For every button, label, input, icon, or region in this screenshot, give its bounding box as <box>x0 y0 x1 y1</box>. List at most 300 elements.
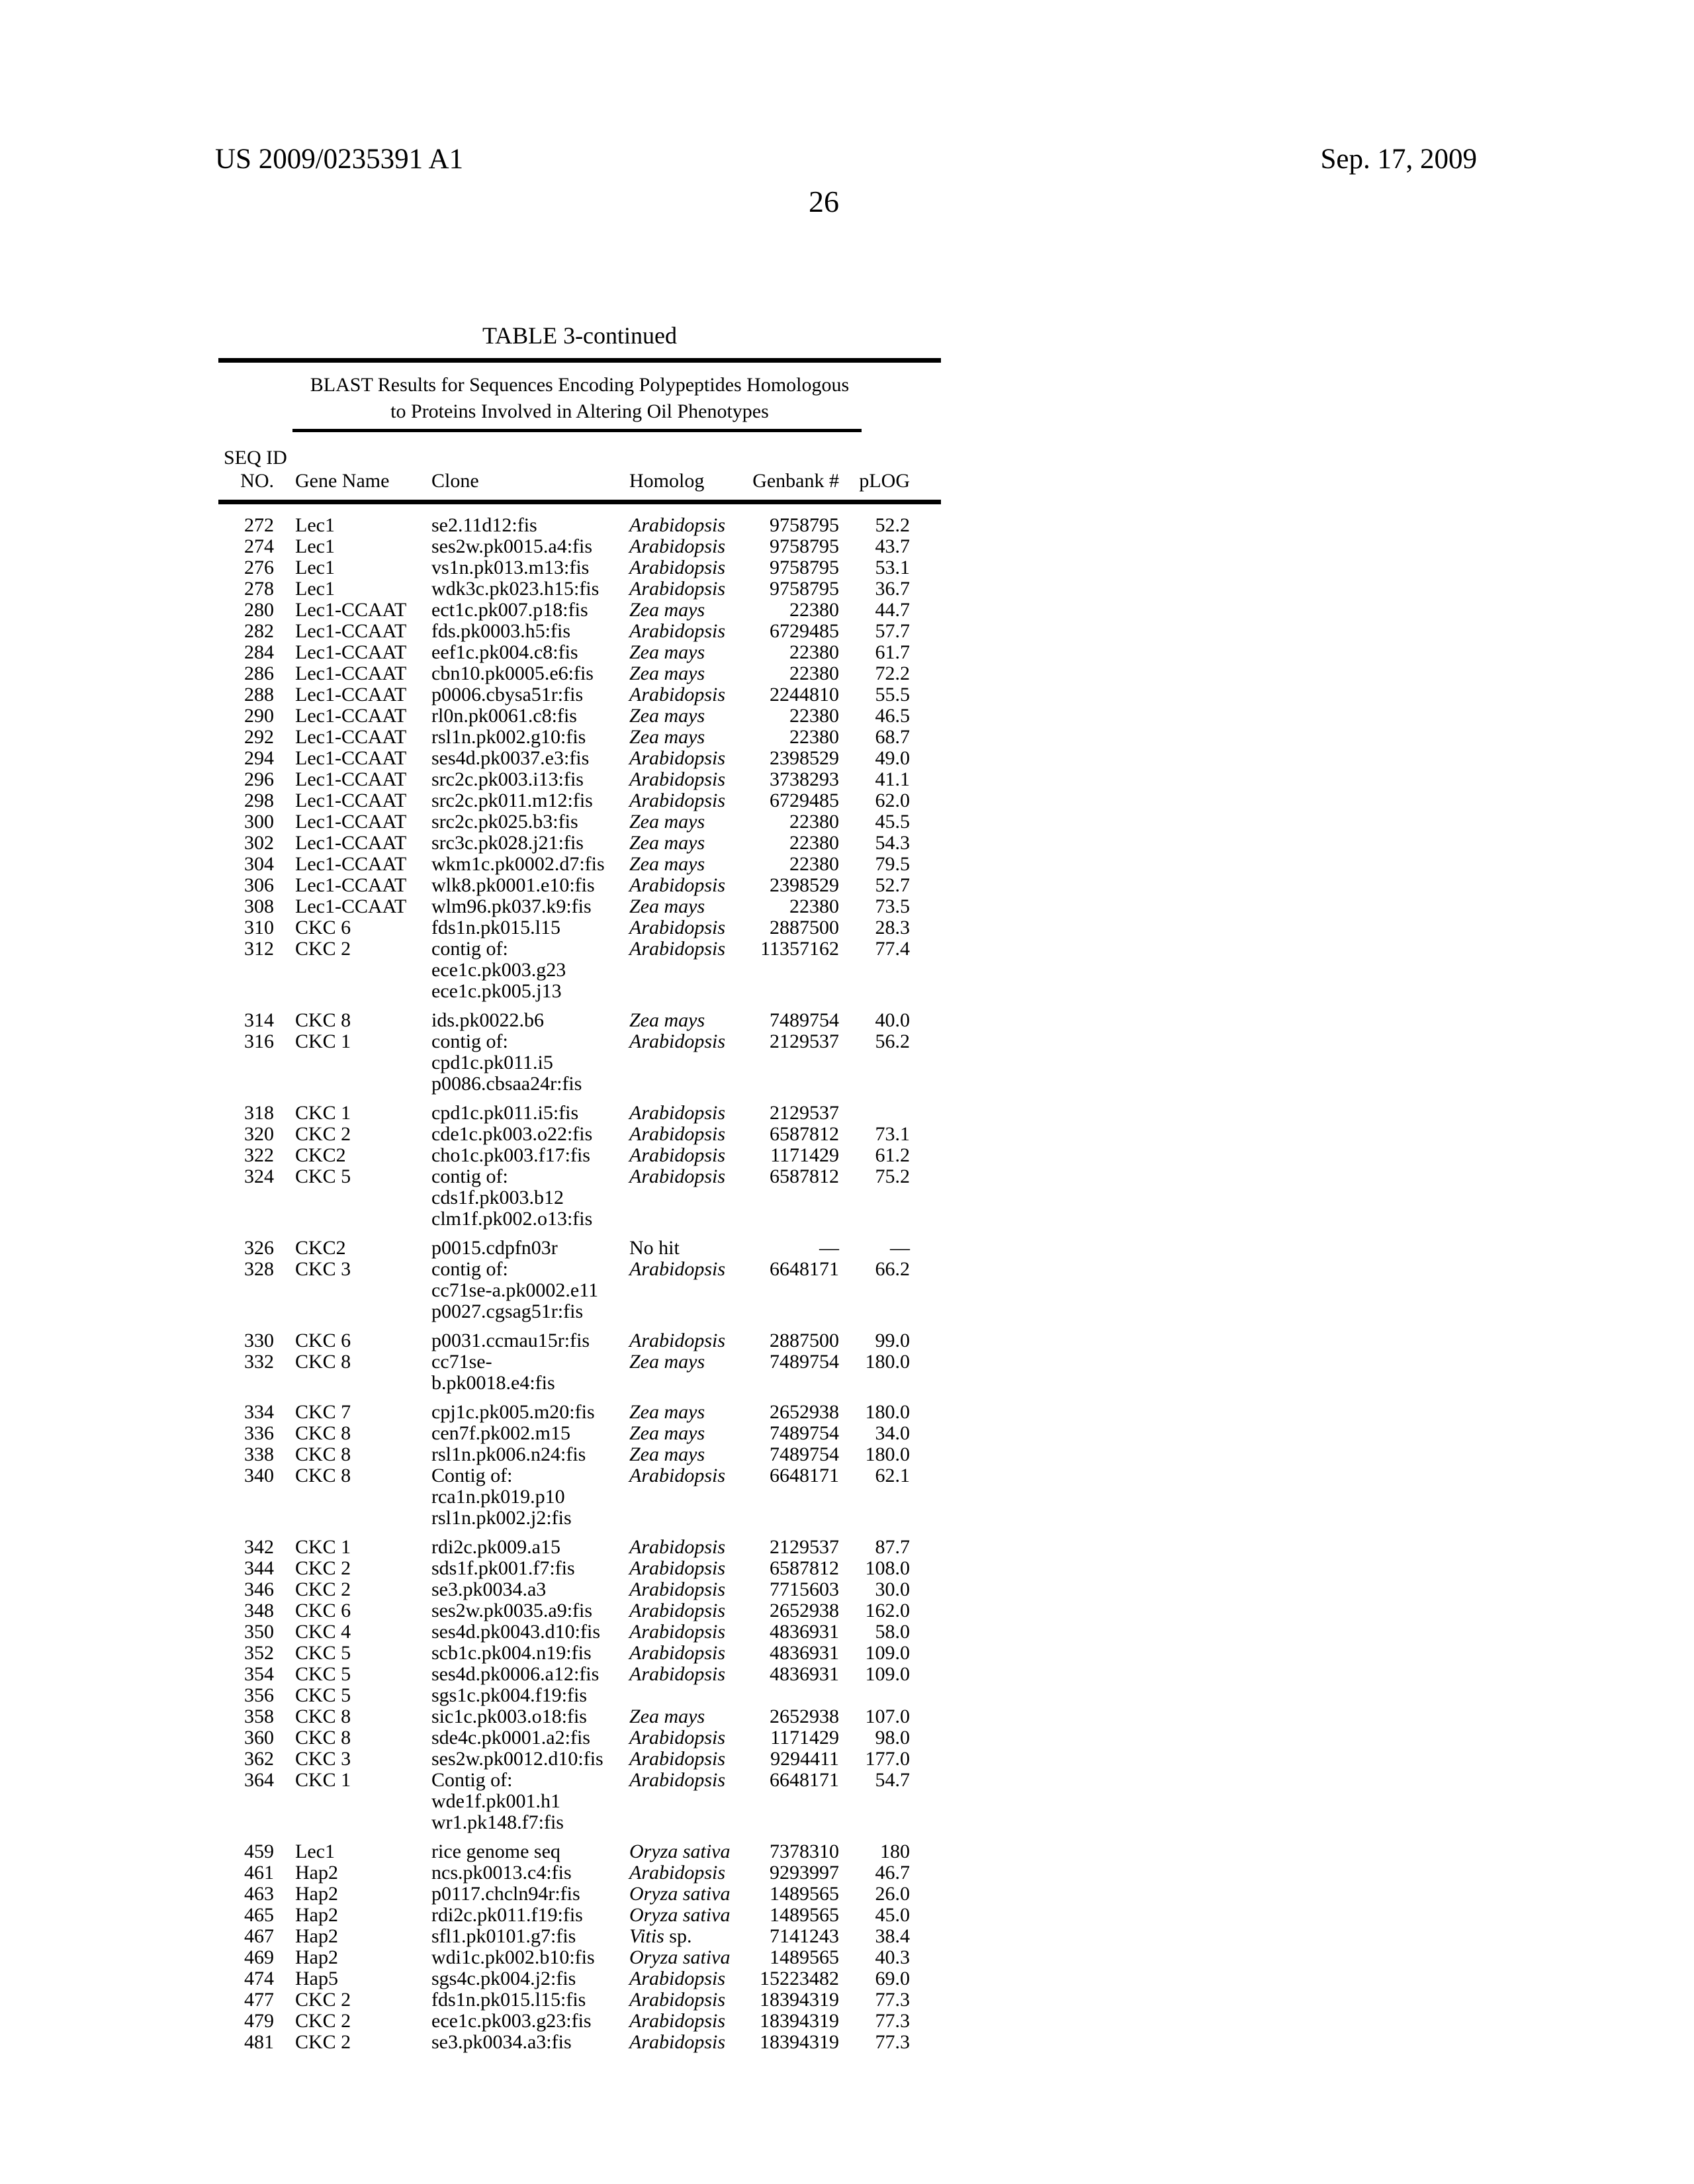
clone-cell <box>431 854 629 875</box>
plog-cell: 30.0 <box>875 1578 910 1600</box>
seq-id-cell: 316 <box>244 1030 274 1052</box>
homolog-cell: Zea mays <box>629 662 705 684</box>
header-row <box>218 471 941 492</box>
gene-name-cell: Hap2 <box>295 1883 338 1905</box>
seq-id-cell: 479 <box>244 2010 274 2032</box>
plog-cell: 49.0 <box>875 747 910 769</box>
homolog-cell: Arabidopsis <box>629 2010 726 2032</box>
plog-cell: 54.7 <box>875 1769 910 1791</box>
clone-line: rsl1n.pk002.g10:fis <box>431 726 586 748</box>
clone-line: contig of: <box>431 1258 508 1280</box>
seq-id-cell: 298 <box>244 790 274 811</box>
gene-name-cell: Lec1-CCAAT <box>295 874 407 896</box>
clone-cell <box>431 1664 629 1685</box>
gene-name-cell: Hap2 <box>295 1904 338 1926</box>
homolog-cell: Arabidopsis <box>629 790 726 811</box>
clone-line: p0031.ccmau15r:fis <box>431 1330 590 1351</box>
genbank-cell: 18394319 <box>760 2031 839 2053</box>
clone-line: contig of: <box>431 1030 508 1052</box>
clone-cell <box>431 875 629 896</box>
seq-id-cell: 296 <box>244 768 274 790</box>
clone-line: rsl1n.pk006.n24:fis <box>431 1443 586 1465</box>
homolog-cell: Arabidopsis <box>629 874 726 896</box>
clone-cell <box>431 600 629 621</box>
clone-line: Contig of: <box>431 1769 513 1791</box>
genbank-cell: 22380 <box>789 641 839 663</box>
homolog-cell: Zea mays <box>629 726 705 748</box>
homolog-cell: Zea mays <box>629 599 705 621</box>
plog-cell: 62.0 <box>875 790 910 811</box>
seq-id-cell: 352 <box>244 1642 274 1664</box>
plog-cell: 69.0 <box>875 1968 910 1989</box>
gene-name-cell: CKC2 <box>295 1144 346 1166</box>
clone-line: scb1c.pk004.n19:fis <box>431 1642 592 1664</box>
homolog-cell: Arabidopsis <box>629 1030 726 1052</box>
gene-name-cell: Lec1-CCAAT <box>295 768 407 790</box>
seq-id-cell: 332 <box>244 1351 274 1373</box>
homolog-cell: Arabidopsis <box>629 1578 726 1600</box>
seq-id-cell: 459 <box>244 1841 274 1862</box>
genbank-cell: — <box>819 1237 839 1259</box>
seq-id-cell: 354 <box>244 1663 274 1685</box>
clone-cell <box>431 1031 629 1095</box>
gene-name-cell: CKC 5 <box>295 1165 351 1187</box>
genbank-cell: 1489565 <box>770 1946 839 1968</box>
gene-name-cell: CKC 8 <box>295 1465 351 1486</box>
clone-cell <box>431 1685 629 1706</box>
gene-name-cell: CKC 8 <box>295 1422 351 1444</box>
clone-cell <box>431 1423 629 1444</box>
table-row <box>218 1423 941 1444</box>
homolog-cell: Arabidopsis <box>629 1123 726 1145</box>
plog-cell: 41.1 <box>875 768 910 790</box>
genbank-cell: 6729485 <box>770 790 839 811</box>
plog-cell: 77.3 <box>875 2031 910 2053</box>
clone-cell <box>431 1600 629 1621</box>
genbank-cell: 4836931 <box>770 1642 839 1664</box>
clone-line: wkm1c.pk0002.d7:fis <box>431 853 605 875</box>
seq-id-cell: 294 <box>244 747 274 769</box>
seq-id-cell: 364 <box>244 1769 274 1791</box>
gene-name-cell: Lec1-CCAAT <box>295 726 407 748</box>
table-row <box>218 2011 941 2032</box>
gene-name-cell: CKC 2 <box>295 2031 351 2053</box>
gene-name-cell: Lec1 <box>295 514 335 536</box>
table-row <box>218 1884 941 1905</box>
seq-id-cell: 474 <box>244 1968 274 1989</box>
plog-cell: 73.5 <box>875 895 910 917</box>
genbank-cell: 6648171 <box>770 1465 839 1486</box>
genbank-cell: 7489754 <box>770 1351 839 1373</box>
genbank-cell: 7489754 <box>770 1422 839 1444</box>
seq-id-cell: 350 <box>244 1621 274 1643</box>
clone-cell <box>431 1465 629 1529</box>
gene-name-cell: CKC 6 <box>295 1330 351 1351</box>
seq-id-cell: 272 <box>244 514 274 536</box>
homolog-cell: No hit <box>629 1237 680 1259</box>
plog-cell: 180.0 <box>865 1443 910 1465</box>
clone-line: rl0n.pk0061.c8:fis <box>431 705 577 727</box>
genbank-cell: 22380 <box>789 726 839 748</box>
table-row <box>218 1664 941 1685</box>
seq-id-cell: 477 <box>244 1989 274 2011</box>
gene-name-cell: CKC 8 <box>295 1009 351 1031</box>
clone-cell <box>431 621 629 642</box>
genbank-cell: 15223482 <box>760 1968 839 1989</box>
clone-line: se3.pk0034.a3 <box>431 1578 547 1600</box>
table-row <box>218 1926 941 1947</box>
genbank-cell: 6729485 <box>770 620 839 642</box>
header-bottom-rule <box>218 500 941 504</box>
genbank-cell: 9293997 <box>770 1862 839 1884</box>
plog-cell: 177.0 <box>865 1748 910 1770</box>
clone-line: se2.11d12:fis <box>431 514 537 536</box>
seq-id-cell: 290 <box>244 705 274 727</box>
homolog-cell: Arabidopsis <box>629 1727 726 1749</box>
clone-line: wdi1c.pk002.b10:fis <box>431 1946 595 1968</box>
homolog-cell: Arabidopsis <box>629 1968 726 1989</box>
seq-id-cell: 340 <box>244 1465 274 1486</box>
homolog-cell: Arabidopsis <box>629 1989 726 2011</box>
clone-line: cc71se-a.pk0002.e11 <box>431 1279 599 1301</box>
homolog-cell: Arabidopsis <box>629 1642 726 1664</box>
plog-cell: 109.0 <box>865 1642 910 1664</box>
table-row <box>218 1238 941 1259</box>
seq-id-cell: 276 <box>244 557 274 578</box>
clone-line: fds.pk0003.h5:fis <box>431 620 570 642</box>
clone-line: wdk3c.pk023.h15:fis <box>431 578 600 600</box>
clone-line: wde1f.pk001.h1 <box>431 1790 560 1812</box>
seq-id-cell: 463 <box>244 1883 274 1905</box>
gene-name-cell: CKC 2 <box>295 2010 351 2032</box>
seq-id-cell: 306 <box>244 874 274 896</box>
clone-cell <box>431 1905 629 1926</box>
plog-cell: 72.2 <box>875 662 910 684</box>
genbank-cell: 9758795 <box>770 514 839 536</box>
genbank-cell: 2129537 <box>770 1536 839 1558</box>
gene-name-cell: Lec1 <box>295 1841 335 1862</box>
genbank-cell: 7489754 <box>770 1009 839 1031</box>
plog-cell: 180 <box>880 1841 910 1862</box>
gene-name-cell: Lec1-CCAAT <box>295 641 407 663</box>
clone-line: ses4d.pk0006.a12:fis <box>431 1663 600 1685</box>
genbank-cell: 22380 <box>789 853 839 875</box>
plog-cell: 54.3 <box>875 832 910 854</box>
plog-cell: 57.7 <box>875 620 910 642</box>
genbank-cell: 22380 <box>789 811 839 833</box>
clone-cell <box>431 1444 629 1465</box>
homolog-cell: Arabidopsis <box>629 1663 726 1685</box>
clone-cell <box>431 1947 629 1968</box>
plog-cell: 46.5 <box>875 705 910 727</box>
homolog-cell: Zea mays <box>629 1443 705 1465</box>
gene-name-cell: CKC 3 <box>295 1258 351 1280</box>
gene-name-cell: Lec1-CCAAT <box>295 620 407 642</box>
seq-id-cell: 282 <box>244 620 274 642</box>
clone-line: p0015.cdpfn03r <box>431 1237 558 1259</box>
table-row <box>218 1330 941 1351</box>
table-top-rule <box>218 358 941 363</box>
homolog-cell: Zea mays <box>629 853 705 875</box>
plog-cell: 44.7 <box>875 599 910 621</box>
gene-name-cell: Lec1-CCAAT <box>295 662 407 684</box>
clone-line: sds1f.pk001.f7:fis <box>431 1557 575 1579</box>
clone-line: wlk8.pk0001.e10:fis <box>431 874 595 896</box>
clone-cell <box>431 1968 629 1989</box>
clone-cell <box>431 769 629 790</box>
clone-cell <box>431 1259 629 1322</box>
gene-name-cell: CKC 6 <box>295 917 351 938</box>
clone-line: contig of: <box>431 1165 508 1187</box>
clone-line: sde4c.pk0001.a2:fis <box>431 1727 590 1749</box>
homolog-cell: Arabidopsis <box>629 1862 726 1884</box>
seq-id-cell: 344 <box>244 1557 274 1579</box>
title-underline-rule <box>292 429 862 432</box>
table-row <box>218 600 941 621</box>
homolog-cell: Arabidopsis <box>629 557 726 578</box>
table-row <box>218 1031 941 1095</box>
plog-cell: 180.0 <box>865 1351 910 1373</box>
table-row <box>218 621 941 642</box>
plog-cell: 58.0 <box>875 1621 910 1643</box>
table-row <box>218 1465 941 1529</box>
clone-cell <box>431 1238 629 1259</box>
clone-line: src2c.pk003.i13:fis <box>431 768 584 790</box>
clone-line: contig of: <box>431 938 508 960</box>
table-row <box>218 1010 941 1031</box>
gene-name-cell: Hap2 <box>295 1862 338 1884</box>
plog-cell: 68.7 <box>875 726 910 748</box>
gene-name-cell: Lec1 <box>295 578 335 600</box>
homolog-cell: Arabidopsis <box>629 1769 726 1791</box>
gene-name-cell: CKC 4 <box>295 1621 351 1643</box>
table-caption: TABLE 3-continued <box>482 322 678 349</box>
gene-name-cell: CKC 1 <box>295 1102 351 1124</box>
plog-cell: — <box>890 1237 910 1259</box>
genbank-cell: 2652938 <box>770 1401 839 1423</box>
homolog-cell: Arabidopsis <box>629 514 726 536</box>
gene-name-cell: CKC 1 <box>295 1769 351 1791</box>
gene-name-cell: CKC 8 <box>295 1706 351 1727</box>
table-row <box>218 1166 941 1230</box>
table-row <box>218 1621 941 1643</box>
header-homolog: Homolog <box>629 470 705 492</box>
publication-number: US 2009/0235391 A1 <box>215 144 464 175</box>
plog-cell: 40.0 <box>875 1009 910 1031</box>
clone-cell <box>431 1749 629 1770</box>
clone-line: ece1c.pk005.j13 <box>431 980 562 1002</box>
plog-cell: 34.0 <box>875 1422 910 1444</box>
genbank-cell: 1171429 <box>770 1727 839 1749</box>
seq-id-cell: 358 <box>244 1706 274 1727</box>
genbank-cell: 2887500 <box>770 1330 839 1351</box>
clone-cell <box>431 515 629 536</box>
clone-cell <box>431 1841 629 1862</box>
plog-cell: 99.0 <box>875 1330 910 1351</box>
clone-cell <box>431 1926 629 1947</box>
table-row <box>218 1643 941 1664</box>
table-row <box>218 1444 941 1465</box>
table-row <box>218 1558 941 1579</box>
gene-name-cell: CKC 5 <box>295 1684 351 1706</box>
seq-id-cell: 328 <box>244 1258 274 1280</box>
seq-id-cell: 348 <box>244 1600 274 1621</box>
table-row <box>218 1124 941 1145</box>
plog-cell: 77.4 <box>875 938 910 960</box>
homolog-cell: Arabidopsis <box>629 1600 726 1621</box>
plog-cell: 77.3 <box>875 2010 910 2032</box>
clone-line: cbn10.pk0005.e6:fis <box>431 662 594 684</box>
clone-cell <box>431 1351 629 1394</box>
clone-line: rdi2c.pk009.a15 <box>431 1536 560 1558</box>
gene-name-cell: CKC 2 <box>295 1123 351 1145</box>
clone-line: src2c.pk011.m12:fis <box>431 790 593 811</box>
genbank-cell: 9758795 <box>770 578 839 600</box>
clone-cell <box>431 917 629 938</box>
clone-line: cho1c.pk003.f17:fis <box>431 1144 590 1166</box>
clone-cell <box>431 578 629 600</box>
plog-cell: 79.5 <box>875 853 910 875</box>
table-row <box>218 684 941 705</box>
clone-cell <box>431 1579 629 1600</box>
homolog-cell: Vitis sp. <box>629 1925 692 1947</box>
clone-line: ids.pk0022.b6 <box>431 1009 545 1031</box>
plog-cell: 62.1 <box>875 1465 910 1486</box>
clone-cell <box>431 896 629 917</box>
table-rows <box>218 515 941 2053</box>
clone-line: eef1c.pk004.c8:fis <box>431 641 578 663</box>
plog-cell: 61.7 <box>875 641 910 663</box>
gene-name-cell: Lec1-CCAAT <box>295 790 407 811</box>
table-row <box>218 1145 941 1166</box>
genbank-cell: 11357162 <box>760 938 839 960</box>
homolog-cell: Arabidopsis <box>629 1465 726 1486</box>
homolog-cell: Arabidopsis <box>629 768 726 790</box>
seq-id-cell: 286 <box>244 662 274 684</box>
gene-name-cell: CKC 1 <box>295 1030 351 1052</box>
clone-line: cde1c.pk003.o22:fis <box>431 1123 593 1145</box>
table-title-line2: to Proteins Involved in Altering Oil Phenotypes <box>390 400 769 422</box>
seq-id-cell: 318 <box>244 1102 274 1124</box>
seq-id-cell: 308 <box>244 895 274 917</box>
seq-id-cell: 320 <box>244 1123 274 1145</box>
table-row <box>218 1351 941 1394</box>
homolog-cell: Arabidopsis <box>629 747 726 769</box>
genbank-cell: 6587812 <box>770 1123 839 1145</box>
clone-cell <box>431 2032 629 2053</box>
header-seq-id: SEQ ID <box>224 447 287 469</box>
genbank-cell: 6648171 <box>770 1258 839 1280</box>
seq-id-cell: 342 <box>244 1536 274 1558</box>
column-headers <box>218 447 941 492</box>
homolog-cell: Oryza sativa <box>629 1904 731 1926</box>
homolog-cell: Zea mays <box>629 1422 705 1444</box>
gene-name-cell: Hap5 <box>295 1968 338 1989</box>
genbank-cell: 2652938 <box>770 1600 839 1621</box>
genbank-cell: 2129537 <box>770 1102 839 1124</box>
genbank-cell: 3738293 <box>770 768 839 790</box>
homolog-cell: Zea mays <box>629 705 705 727</box>
homolog-cell: Arabidopsis <box>629 620 726 642</box>
homolog-cell: Arabidopsis <box>629 1102 726 1124</box>
clone-cell <box>431 642 629 663</box>
homolog-cell: Arabidopsis <box>629 1536 726 1558</box>
seq-id-cell: 274 <box>244 535 274 557</box>
plog-cell: 45.5 <box>875 811 910 833</box>
clone-cell <box>431 1706 629 1727</box>
gene-name-cell: CKC 6 <box>295 1600 351 1621</box>
table-row <box>218 1103 941 1124</box>
header-plog: pLOG <box>859 470 910 492</box>
plog-cell: 107.0 <box>865 1706 910 1727</box>
clone-line: ece1c.pk003.g23 <box>431 959 566 981</box>
clone-line: vs1n.pk013.m13:fis <box>431 557 590 578</box>
homolog-cell: Arabidopsis <box>629 1144 726 1166</box>
genbank-cell: 9294411 <box>770 1748 839 1770</box>
gene-name-cell: Lec1 <box>295 535 335 557</box>
clone-cell <box>431 705 629 727</box>
clone-cell <box>431 684 629 705</box>
homolog-cell: Arabidopsis <box>629 917 726 938</box>
clone-cell <box>431 1402 629 1423</box>
clone-cell <box>431 1643 629 1664</box>
plog-cell: 40.3 <box>875 1946 910 1968</box>
clone-cell <box>431 1727 629 1749</box>
page-number: 26 <box>809 185 839 218</box>
table-row <box>218 1706 941 1727</box>
genbank-cell: 22380 <box>789 599 839 621</box>
blast-results-table <box>218 322 941 2053</box>
table-row <box>218 557 941 578</box>
clone-line: cpd1c.pk011.i5 <box>431 1052 553 1073</box>
table-row <box>218 917 941 938</box>
table-row <box>218 938 941 1002</box>
clone-line: ect1c.pk007.p18:fis <box>431 599 588 621</box>
plog-cell: 162.0 <box>865 1600 910 1621</box>
table-row <box>218 1579 941 1600</box>
gene-name-cell: CKC 2 <box>295 1557 351 1579</box>
seq-id-cell: 288 <box>244 684 274 705</box>
clone-line: rice genome seq <box>431 1841 560 1862</box>
clone-cell <box>431 557 629 578</box>
genbank-cell: 7489754 <box>770 1443 839 1465</box>
table-row <box>218 1968 941 1989</box>
plog-cell: 56.2 <box>875 1030 910 1052</box>
clone-cell <box>431 1989 629 2011</box>
table-row <box>218 1905 941 1926</box>
plog-cell: 36.7 <box>875 578 910 600</box>
table-row <box>218 833 941 854</box>
clone-cell <box>431 1124 629 1145</box>
seq-id-cell: 284 <box>244 641 274 663</box>
homolog-cell: Oryza sativa <box>629 1841 731 1862</box>
seq-id-cell: 330 <box>244 1330 274 1351</box>
plog-cell: 43.7 <box>875 535 910 557</box>
table-row <box>218 1841 941 1862</box>
genbank-cell: 2398529 <box>770 747 839 769</box>
table-row <box>218 1727 941 1749</box>
clone-cell <box>431 1010 629 1031</box>
homolog-cell: Arabidopsis <box>629 535 726 557</box>
gene-name-cell: CKC 1 <box>295 1536 351 1558</box>
gene-name-cell: Lec1-CCAAT <box>295 811 407 833</box>
seq-id-cell: 469 <box>244 1946 274 1968</box>
homolog-cell: Arabidopsis <box>629 2031 726 2053</box>
homolog-cell: Arabidopsis <box>629 1557 726 1579</box>
clone-line: fds1n.pk015.l15 <box>431 917 560 938</box>
gene-name-cell: CKC 2 <box>295 1578 351 1600</box>
seq-id-cell: 356 <box>244 1684 274 1706</box>
